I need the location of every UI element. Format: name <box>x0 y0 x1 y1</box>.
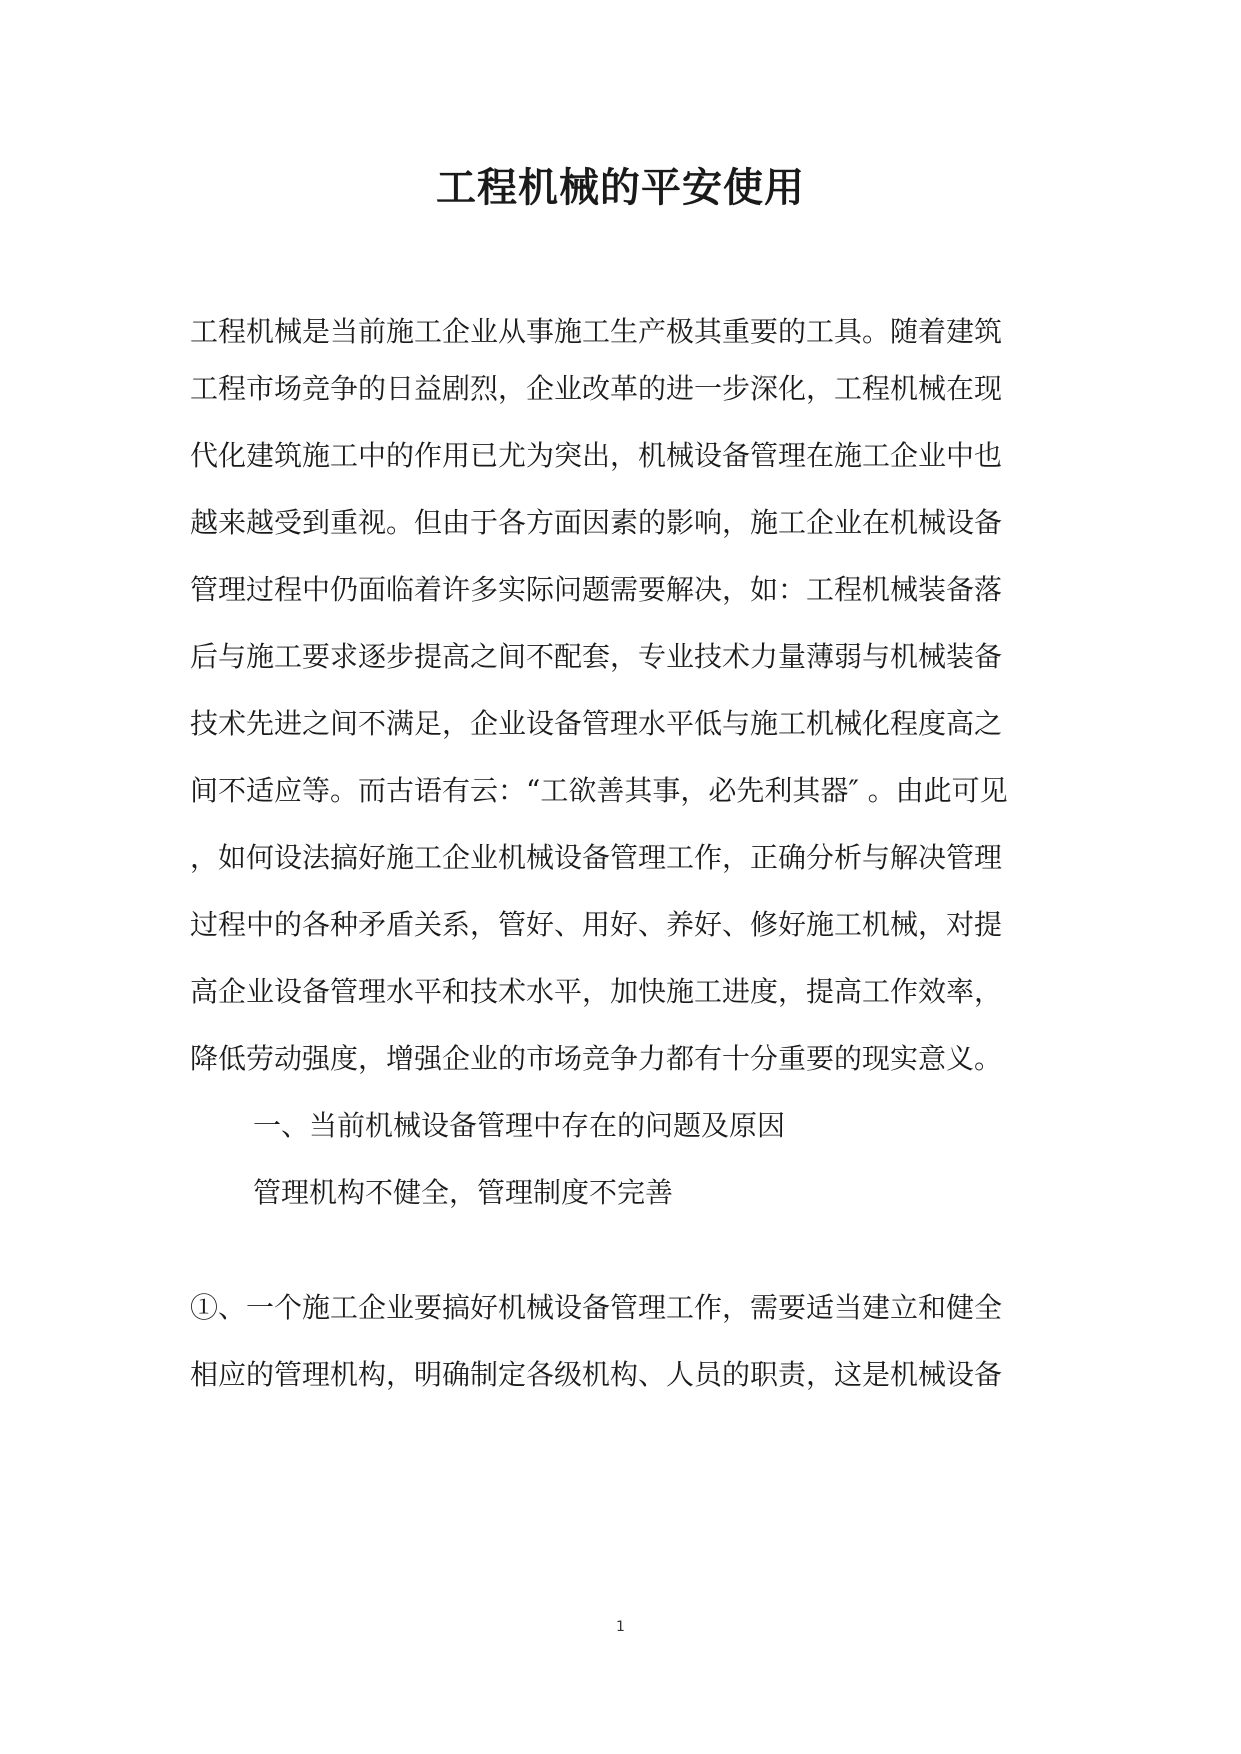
page-number: 1 <box>616 1619 625 1635</box>
paragraph-1-line-11: 高企业设备管理水平和技术水平，加快施工进度，提高工作效率， <box>190 975 1003 1008</box>
paragraph-1-line-2: 工程市场竞争的日益剧烈，企业改革的进一步深化，工程机械在现 <box>190 372 1003 405</box>
subheading: 管理机构不健全，管理制度不完善 <box>253 1176 674 1209</box>
paragraph-1-line-3: 代化建筑施工中的作用已尤为突出，机械设备管理在施工企业中也 <box>190 439 1003 472</box>
paragraph-1-line-1: 工程机械是当前施工企业从事施工生产极其重要的工具。随着建筑 <box>190 315 1003 348</box>
paragraph-1-line-9: ，如何设法搞好施工企业机械设备管理工作，正确分析与解决管理 <box>190 841 1003 874</box>
paragraph-1-line-4: 越来越受到重视。但由于各方面因素的影响，施工企业在机械设备 <box>190 506 1003 539</box>
paragraph-1-line-6: 后与施工要求逐步提高之间不配套，专业技术力量薄弱与机械装备 <box>190 640 1003 673</box>
paragraph-1-line-7: 技术先进之间不满足，企业设备管理水平低与施工机械化程度高之 <box>190 707 1003 740</box>
document-title: 工程机械的平安使用 <box>436 164 805 211</box>
paragraph-1-line-12: 降低劳动强度，增强企业的市场竞争力都有十分重要的现实意义。 <box>190 1042 1003 1075</box>
paragraph-2-line-2: 相应的管理机构，明确制定各级机构、人员的职责，这是机械设备 <box>190 1358 1003 1391</box>
paragraph-1-line-10: 过程中的各种矛盾关系，管好、用好、养好、修好施工机械，对提 <box>190 908 1003 941</box>
section-heading: 一、当前机械设备管理中存在的问题及原因 <box>253 1109 786 1142</box>
paragraph-1-line-8: 间不适应等。而古语有云：“工欲善其事，必先利其器″ 。由此可见 <box>190 774 1008 807</box>
paragraph-1-line-5: 管理过程中仍面临着许多实际问题需要解决，如：工程机械装备落 <box>190 573 1003 606</box>
paragraph-2-line-1: ①、一个施工企业要搞好机械设备管理工作，需要适当建立和健全 <box>190 1291 1003 1324</box>
